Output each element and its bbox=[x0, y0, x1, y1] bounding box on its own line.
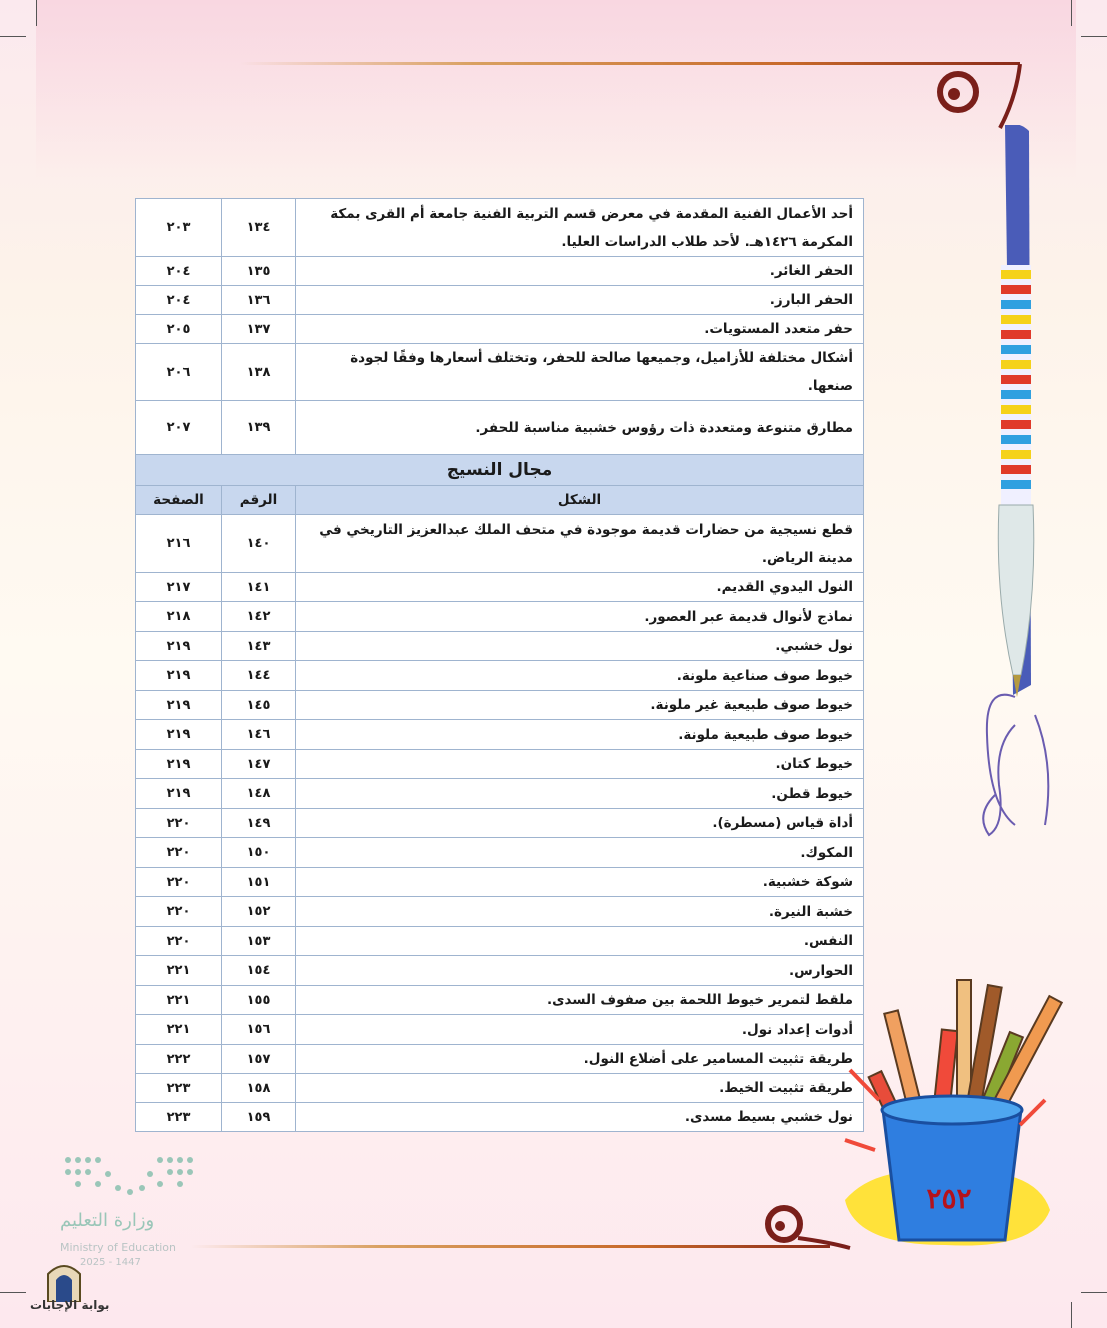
row-description: ملقط لتمرير خيوط اللحمة بين صفوف السدى. bbox=[296, 986, 864, 1015]
row-number: ١٤٨ bbox=[222, 779, 296, 809]
row-number: ١٤٠ bbox=[222, 515, 296, 573]
column-header-row bbox=[136, 486, 864, 515]
page-number: ٢٥٢ bbox=[926, 1182, 972, 1215]
row-page: ٢٠٤ bbox=[136, 286, 222, 315]
row-description: طريقة تثبيت المسامير على أضلاع النول. bbox=[296, 1045, 864, 1074]
row-page: ٢٢٠ bbox=[136, 897, 222, 927]
table-row bbox=[136, 986, 864, 1015]
row-number: ١٣٥ bbox=[222, 257, 296, 286]
row-number: ١٤٥ bbox=[222, 691, 296, 720]
crop-mark bbox=[1081, 1292, 1107, 1293]
row-number: ١٥٢ bbox=[222, 897, 296, 927]
row-page: ٢٢١ bbox=[136, 986, 222, 1015]
column-header-shape: الشكل bbox=[296, 486, 864, 515]
table-row bbox=[136, 1074, 864, 1103]
row-description: قطع نسيجية من حضارات قديمة موجودة في متحف الملك عبدالعزيز التاريخي في مدينة الرياض. bbox=[296, 515, 864, 573]
row-page: ٢٠٧ bbox=[136, 401, 222, 455]
row-page: ٢١٧ bbox=[136, 573, 222, 602]
table-row bbox=[136, 257, 864, 286]
table-row bbox=[136, 573, 864, 602]
table-row bbox=[136, 1045, 864, 1074]
row-number: ١٤٦ bbox=[222, 720, 296, 750]
ministry-logo-icon bbox=[60, 1152, 200, 1204]
table-row bbox=[136, 661, 864, 691]
section-title: مجال النسيج bbox=[136, 455, 864, 486]
row-description: نماذج لأنوال قديمة عبر العصور. bbox=[296, 602, 864, 632]
row-number: ١٥٨ bbox=[222, 1074, 296, 1103]
row-description: الحوارس. bbox=[296, 956, 864, 986]
table-row bbox=[136, 691, 864, 720]
row-description: الحفر البارز. bbox=[296, 286, 864, 315]
row-number: ١٥٤ bbox=[222, 956, 296, 986]
table-row bbox=[136, 927, 864, 956]
row-page: ٢٢٣ bbox=[136, 1103, 222, 1132]
row-description: أدوات إعداد نول. bbox=[296, 1015, 864, 1045]
table-row bbox=[136, 344, 864, 401]
row-page: ٢١٨ bbox=[136, 602, 222, 632]
table-row bbox=[136, 897, 864, 927]
row-number: ١٤٧ bbox=[222, 750, 296, 779]
row-page: ٢١٩ bbox=[136, 632, 222, 661]
pen-illustration bbox=[975, 125, 1075, 865]
row-number: ١٤٩ bbox=[222, 809, 296, 838]
table-row bbox=[136, 401, 864, 455]
row-number: ١٥٧ bbox=[222, 1045, 296, 1074]
row-page: ٢٢١ bbox=[136, 1015, 222, 1045]
table-row bbox=[136, 956, 864, 986]
row-page: ٢٢٠ bbox=[136, 927, 222, 956]
row-number: ١٤٣ bbox=[222, 632, 296, 661]
table-row bbox=[136, 1015, 864, 1045]
row-description: مطارق متنوعة ومتعددة ذات رؤوس خشبية مناسبة للحفر. bbox=[296, 401, 864, 455]
row-page: ٢٠٦ bbox=[136, 344, 222, 401]
row-page: ٢١٩ bbox=[136, 720, 222, 750]
table-row bbox=[136, 838, 864, 868]
table-row bbox=[136, 1103, 864, 1132]
section-header-row bbox=[136, 455, 864, 486]
row-page: ٢١٩ bbox=[136, 661, 222, 691]
ministry-year: 2025 - 1447 bbox=[80, 1257, 141, 1268]
row-description: خيوط كتان. bbox=[296, 750, 864, 779]
row-description: خيوط صوف طبيعية غير ملونة. bbox=[296, 691, 864, 720]
row-description: خيوط صوف صناعية ملونة. bbox=[296, 661, 864, 691]
row-description: خشبة النيرة. bbox=[296, 897, 864, 927]
row-number: ١٣٤ bbox=[222, 199, 296, 257]
row-page: ٢٢٠ bbox=[136, 838, 222, 868]
row-page: ٢٢٢ bbox=[136, 1045, 222, 1074]
table-row bbox=[136, 779, 864, 809]
row-page: ٢١٩ bbox=[136, 750, 222, 779]
row-number: ١٣٩ bbox=[222, 401, 296, 455]
row-number: ١٤١ bbox=[222, 573, 296, 602]
row-number: ١٣٦ bbox=[222, 286, 296, 315]
crop-mark bbox=[0, 1292, 26, 1293]
row-page: ٢٠٥ bbox=[136, 315, 222, 344]
row-number: ١٥٥ bbox=[222, 986, 296, 1015]
row-description: أداة قياس (مسطرة). bbox=[296, 809, 864, 838]
table-row bbox=[136, 632, 864, 661]
crop-mark bbox=[0, 36, 26, 37]
crop-mark bbox=[36, 0, 37, 26]
figures-index-table bbox=[135, 198, 864, 1132]
row-number: ١٥١ bbox=[222, 868, 296, 897]
bottom-ornament-line bbox=[190, 1245, 830, 1248]
row-page: ٢٠٤ bbox=[136, 257, 222, 286]
column-header-page: الصفحة bbox=[136, 486, 222, 515]
row-description: أشكال مختلفة للأزاميل، وجميعها صالحة للحفر، وتختلف أسعارها وفقًا لجودة صنعها. bbox=[296, 344, 864, 401]
site-logo-icon bbox=[44, 1258, 84, 1302]
table-row bbox=[136, 199, 864, 257]
row-description: شوكة خشبية. bbox=[296, 868, 864, 897]
row-page: ٢٠٣ bbox=[136, 199, 222, 257]
row-page: ٢٢٠ bbox=[136, 809, 222, 838]
row-page: ٢٢٠ bbox=[136, 868, 222, 897]
row-number: ١٤٤ bbox=[222, 661, 296, 691]
row-description: نول خشبي. bbox=[296, 632, 864, 661]
row-description: المكوك. bbox=[296, 838, 864, 868]
row-number: ١٥٣ bbox=[222, 927, 296, 956]
row-number: ١٥٠ bbox=[222, 838, 296, 868]
table-row bbox=[136, 602, 864, 632]
row-description: النول اليدوي القديم. bbox=[296, 573, 864, 602]
row-page: ٢١٦ bbox=[136, 515, 222, 573]
table-row bbox=[136, 286, 864, 315]
crop-mark bbox=[1081, 36, 1107, 37]
table-row bbox=[136, 809, 864, 838]
row-description: خيوط صوف طبيعية ملونة. bbox=[296, 720, 864, 750]
table-row bbox=[136, 515, 864, 573]
row-number: ١٣٧ bbox=[222, 315, 296, 344]
row-number: ١٤٢ bbox=[222, 602, 296, 632]
row-description: أحد الأعمال الفنية المقدمة في معرض قسم التربية الفنية جامعة أم القرى بمكة المكرمة ١٤٢٦هـ. لأحد طلاب الدراسات العليا. bbox=[296, 199, 864, 257]
row-description: نول خشبي بسيط مسدى. bbox=[296, 1103, 864, 1132]
row-page: ٢١٩ bbox=[136, 691, 222, 720]
row-number: ١٥٩ bbox=[222, 1103, 296, 1132]
table-row bbox=[136, 750, 864, 779]
row-page: ٢٢٣ bbox=[136, 1074, 222, 1103]
table-row bbox=[136, 868, 864, 897]
row-number: ١٥٦ bbox=[222, 1015, 296, 1045]
top-ornament-line bbox=[240, 62, 1020, 65]
row-description: خيوط قطن. bbox=[296, 779, 864, 809]
row-description: الحفر الغائر. bbox=[296, 257, 864, 286]
row-description: النفس. bbox=[296, 927, 864, 956]
ministry-name-arabic: وزارة التعليم bbox=[60, 1210, 155, 1231]
crop-mark bbox=[1071, 1302, 1072, 1328]
site-brand-label: بوابة الإجابات bbox=[30, 1298, 110, 1312]
table-row bbox=[136, 315, 864, 344]
row-description: طريقة تثبيت الخيط. bbox=[296, 1074, 864, 1103]
column-header-number: الرقم bbox=[222, 486, 296, 515]
crop-mark bbox=[1071, 0, 1072, 26]
row-description: حفر متعدد المستويات. bbox=[296, 315, 864, 344]
ministry-name-english: Ministry of Education bbox=[60, 1241, 177, 1254]
table-row bbox=[136, 720, 864, 750]
row-page: ٢٢١ bbox=[136, 956, 222, 986]
row-number: ١٣٨ bbox=[222, 344, 296, 401]
row-page: ٢١٩ bbox=[136, 779, 222, 809]
